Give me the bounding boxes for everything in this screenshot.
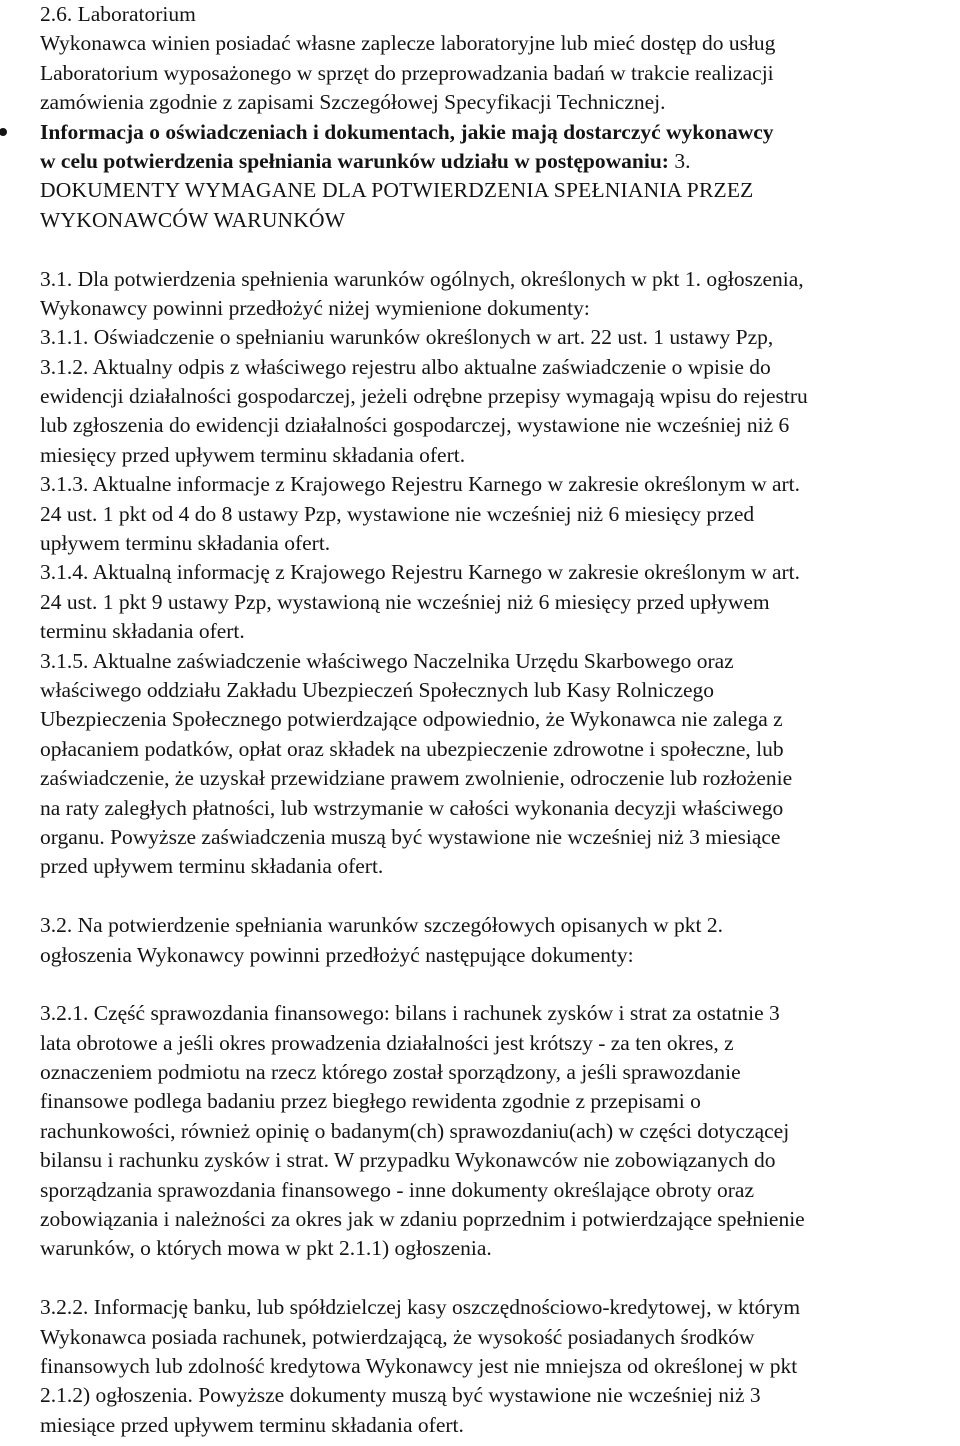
paragraph-line: rachunkowości, również opinię o badanym(ch) sprawozdaniu(ach) w części dotyczącej — [40, 1118, 790, 1143]
caps-heading-line: DOKUMENTY WYMAGANE DLA POTWIERDZENIA SPEŁNIANIA PRZEZ — [40, 178, 754, 203]
paragraph-line: 3.1.4. Aktualną informację z Krajowego Rejestru Karnego w zakresie określonym w art. — [40, 560, 801, 585]
bullet-line-2 — [40, 147, 958, 176]
section-3-2 — [40, 911, 958, 970]
paragraph-line: 24 ust. 1 pkt od 4 do 8 ustawy Pzp, wystawione nie wcześniej niż 6 miesięcy przed — [40, 501, 755, 526]
paragraph-line: ogłoszenia Wykonawcy powinni przedłożyć następujące dokumenty: — [40, 942, 634, 967]
paragraph-line: zobowiązania i należności za okres jak w zdaniu poprzednim i potwierdzające spełnienie — [40, 1207, 805, 1232]
paragraph-line: 3.1.1. Oświadczenie o spełnianiu warunków określonych w art. 22 ust. 1 ustawy Pzp, — [40, 325, 774, 350]
blank-line — [40, 882, 958, 911]
paragraph-line: organu. Powyższe zaświadczenia muszą być wystawione nie wcześniej niż 3 miesiące — [40, 824, 781, 849]
bullet-list-item — [40, 118, 958, 236]
paragraph-line: Wykonawcy powinni przedłożyć niżej wymienione dokumenty: — [40, 295, 590, 320]
paragraph-line: finansowych lub zdolność kredytowa Wykonawcy jest nie mniejsza od określonej w pkt — [40, 1353, 798, 1378]
paragraph-line: Wykonawca winien posiadać własne zaplecze laboratoryjne lub mieć dostęp do usług — [40, 31, 776, 56]
paragraph-line: bilansu i rachunku zysków i strat. W przypadku Wykonawców nie zobowiązanych do — [40, 1148, 776, 1173]
caps-heading-line: WYKONAWCÓW WARUNKÓW — [40, 207, 346, 232]
section-3-1 — [40, 265, 958, 882]
section-heading: 2.6. Laboratorium — [40, 2, 196, 26]
paragraph-line: zamówienia zgodnie z zapisami Szczegółowej Specyfikacji Technicznej. — [40, 90, 666, 115]
paragraph-line: 3.1.5. Aktualne zaświadczenie właściwego Naczelnika Urzędu Skarbowego oraz — [40, 648, 734, 673]
paragraph-line: sporządzania sprawozdania finansowego - inne dokumenty określające obroty oraz — [40, 1177, 755, 1202]
document-page — [40, 0, 958, 1440]
blank-line — [40, 235, 958, 264]
section-2-6 — [40, 0, 958, 118]
paragraph-line: Ubezpieczenia Społecznego potwierdzające odpowiednio, że Wykonawca nie zalega z — [40, 707, 783, 732]
paragraph-line: ewidencji działalności gospodarczej, jeżeli odrębne przepisy wymagają wpisu do rejestru — [40, 384, 808, 409]
section-3-2-1 — [40, 999, 958, 1264]
paragraph-line: właściwego oddziału Zakładu Ubezpieczeń Społecznych lub Kasy Rolniczego — [40, 677, 715, 702]
paragraph-line: Wykonawca posiada rachunek, potwierdzającą, że wysokość posiadanych środków — [40, 1324, 755, 1349]
paragraph-line: 3.2.1. Część sprawozdania finansowego: bilans i rachunek zysków i strat za ostatnie 3 — [40, 1001, 780, 1026]
paragraph-line: lata obrotowe a jeśli okres prowadzenia działalności jest krótszy - za ten okres, z — [40, 1030, 734, 1055]
paragraph-line: 3.2. Na potwierdzenie spełniania warunków szczegółowych opisanych w pkt 2. — [40, 913, 724, 938]
blank-line — [40, 970, 958, 999]
paragraph-line: 3.2.2. Informację banku, lub spółdzielczej kasy oszczędnościowo-kredytowej, w którym — [40, 1295, 801, 1320]
paragraph-line: opłacaniem podatków, opłat oraz składek na ubezpieczenie zdrowotne i społeczne, lub — [40, 736, 784, 761]
bullet-icon — [0, 118, 10, 147]
paragraph-line: Laboratorium wyposażonego w sprzęt do przeprowadzania badań w trakcie realizacji — [40, 60, 774, 85]
paragraph-line: lub zgłoszenia do ewidencji działalności gospodarczej, wystawione nie wcześniej niż 6 — [40, 413, 790, 438]
paragraph-line: 3.1. Dla potwierdzenia spełnienia warunków ogólnych, określonych w pkt 1. ogłoszenia, — [40, 266, 804, 291]
paragraph-line: 3.1.2. Aktualny odpis z właściwego rejestru albo aktualne zaświadczenie o wpisie do — [40, 354, 771, 379]
bullet-line-suffix: 3. — [668, 148, 691, 173]
paragraph-line: na raty zaległych płatności, lub wstrzymanie w całości wykonania decyzji właściwego — [40, 795, 784, 820]
blank-line — [40, 1264, 958, 1293]
paragraph-line: 24 ust. 1 pkt 9 ustawy Pzp, wystawioną nie wcześniej niż 6 miesięcy przed upływem — [40, 589, 770, 614]
paragraph-line: oznaczeniem podmiotu na rzecz którego został sporządzony, a jeśli sprawozdanie — [40, 1060, 741, 1085]
paragraph-line: finansowe podlega badaniu przez biegłego rewidenta zgodnie z przepisami o — [40, 1089, 701, 1114]
section-3-2-2 — [40, 1293, 958, 1440]
bullet-bold-text: w celu potwierdzenia spełniania warunków udziału w postępowaniu: — [40, 148, 669, 173]
paragraph-line: terminu składania ofert. — [40, 619, 245, 644]
paragraph-line: 2.1.2) ogłoszenia. Powyższe dokumenty muszą być wystawione nie wcześniej niż 3 — [40, 1383, 761, 1408]
paragraph-line: 3.1.3. Aktualne informacje z Krajowego Rejestru Karnego w zakresie określonym w art. — [40, 472, 801, 497]
paragraph-line: warunków, o których mowa w pkt 2.1.1) ogłoszenia. — [40, 1236, 492, 1261]
paragraph-line: miesiące przed upływem terminu składania ofert. — [40, 1412, 464, 1437]
paragraph-line: upływem terminu składania ofert. — [40, 531, 331, 556]
paragraph-line: przed upływem terminu składania ofert. — [40, 854, 384, 879]
paragraph-line: miesięcy przed upływem terminu składania ofert. — [40, 442, 466, 467]
bullet-bold-line: Informacja o oświadczeniach i dokumentach, jakie mają dostarczyć wykonawcy — [40, 119, 774, 144]
paragraph-line: zaświadczenie, że uzyskał przewidziane prawem zwolnienie, odroczenie lub rozłożenie — [40, 766, 793, 791]
